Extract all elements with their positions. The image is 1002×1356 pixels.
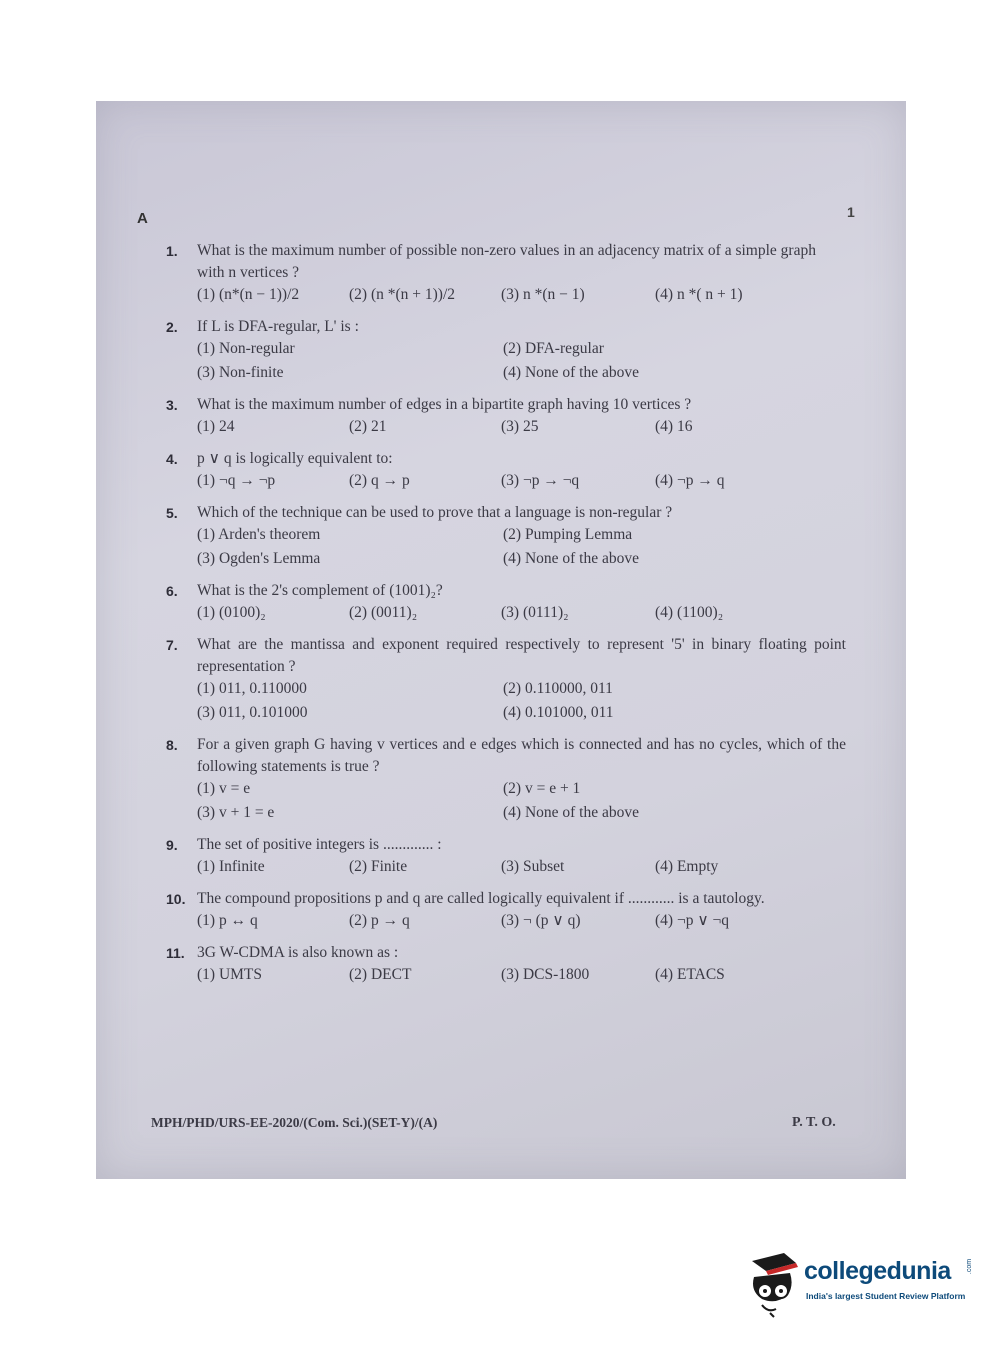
option: (2) v = e + 1: [503, 780, 581, 797]
page-number: 1: [847, 204, 855, 220]
option: (1) 011, 0.110000: [197, 680, 307, 697]
brand-suffix: .com: [966, 1258, 974, 1275]
question-text: If L is DFA-regular, L' is :: [197, 318, 359, 335]
option: (3) 011, 0.101000: [197, 704, 308, 721]
question-number: 11.: [166, 945, 185, 961]
question-11: [166, 942, 846, 986]
question-2: [166, 316, 846, 384]
question-8: [166, 734, 846, 824]
question-list: [166, 240, 846, 996]
option: (3) Non-finite: [197, 364, 284, 381]
option: (1) v = e: [197, 780, 251, 797]
question-6: [166, 580, 846, 624]
option: (4) None of the above: [503, 550, 640, 567]
option: (2) Finite: [349, 858, 408, 875]
question-5: [166, 502, 846, 570]
option: (3) Subset: [501, 858, 565, 875]
option: (3) (0111)₂: [501, 604, 569, 621]
option: (4) Empty: [655, 858, 719, 875]
brand-name: collegedunia: [804, 1257, 951, 1285]
question-number: 6.: [166, 583, 178, 599]
option: (1) p ↔ q: [197, 912, 258, 929]
question-number: 8.: [166, 737, 178, 753]
option: (3) ¬p → ¬q: [501, 472, 580, 489]
brand-logo[interactable]: [744, 1251, 974, 1321]
question-text: 3G W-CDMA is also known as :: [197, 944, 399, 961]
option: (1) UMTS: [197, 966, 263, 983]
question-text: Which of the technique can be used to prove that a language is non-regular ?: [197, 504, 673, 521]
option: (2) (0011)₂: [349, 604, 418, 621]
set-label: A: [137, 210, 148, 227]
option: (3) 25: [501, 418, 539, 435]
question-text: What is the 2's complement of (1001)₂?: [197, 582, 443, 599]
option: (1) Arden's theorem: [197, 526, 321, 543]
question-10: [166, 888, 846, 932]
question-number: 3.: [166, 397, 178, 413]
question-text: What is the maximum number of possible non-zero values in an adjacency matrix of a simple graph with n vertices ?: [197, 242, 816, 281]
question-number: 5.: [166, 505, 178, 521]
option: (3) n *(n − 1): [501, 286, 585, 303]
brand-tagline: India's largest Student Review Platform: [806, 1291, 966, 1301]
option: (2) Pumping Lemma: [503, 526, 633, 543]
option: (4) None of the above: [503, 364, 640, 381]
option: (2) DFA-regular: [503, 340, 604, 357]
option: (3) ¬ (p ∨ q): [501, 912, 581, 929]
question-text: The compound propositions p and q are called logically equivalent if ............ is a tautology.: [197, 890, 765, 907]
question-number: 1.: [166, 243, 178, 259]
option: (4) ¬p → q: [655, 472, 725, 489]
pto-label: P. T. O.: [792, 1115, 836, 1130]
question-4: [166, 448, 846, 492]
graduate-mascot-icon: [744, 1251, 802, 1321]
option: (1) ¬q → ¬p: [197, 472, 276, 489]
question-text: For a given graph G having v vertices and e edges which is connected and has no cycles, which of the following statements is true ?: [197, 736, 846, 775]
option: (2) q → p: [349, 472, 410, 489]
question-number: 9.: [166, 837, 178, 853]
question-text: The set of positive integers is ............. :: [197, 836, 442, 853]
option: (4) ¬p ∨ ¬q: [655, 912, 730, 929]
question-9: [166, 834, 846, 878]
question-number: 4.: [166, 451, 178, 467]
question-number: 7.: [166, 637, 178, 653]
option: (2) (n *(n + 1))/2: [349, 286, 456, 303]
option: (4) n *( n + 1): [655, 286, 743, 303]
option: (2) 21: [349, 418, 387, 435]
option: (3) Ogden's Lemma: [197, 550, 321, 567]
option: (1) (n*(n − 1))/2: [197, 286, 300, 303]
question-text: p ∨ q is logically equivalent to:: [197, 450, 393, 467]
option: (4) (1100)₂: [655, 604, 724, 621]
option: (3) v + 1 = e: [197, 804, 275, 821]
option: (3) DCS-1800: [501, 966, 590, 983]
option: (4) 16: [655, 418, 693, 435]
question-text: What is the maximum number of edges in a bipartite graph having 10 vertices ?: [197, 396, 692, 413]
option: (1) Non-regular: [197, 340, 295, 357]
question-3: [166, 394, 846, 438]
question-1: [166, 240, 846, 306]
question-7: [166, 634, 846, 724]
option: (4) ETACS: [655, 966, 725, 983]
option: (2) 0.110000, 011: [503, 680, 613, 697]
option: (2) p → q: [349, 912, 410, 929]
question-number: 2.: [166, 319, 178, 335]
option: (1) (0100)₂: [197, 604, 266, 621]
option: (2) DECT: [349, 966, 412, 983]
question-number: 10.: [166, 891, 186, 907]
paper-code: MPH/PHD/URS-EE-2020/(Com. Sci.)(SET-Y)/(A): [151, 1115, 438, 1130]
option: (4) 0.101000, 011: [503, 704, 614, 721]
option: (1) Infinite: [197, 858, 265, 875]
option: (4) None of the above: [503, 804, 640, 821]
question-text: What are the mantissa and exponent required respectively to represent '5' in binary floating point representation ?: [197, 636, 846, 675]
option: (1) 24: [197, 418, 235, 435]
